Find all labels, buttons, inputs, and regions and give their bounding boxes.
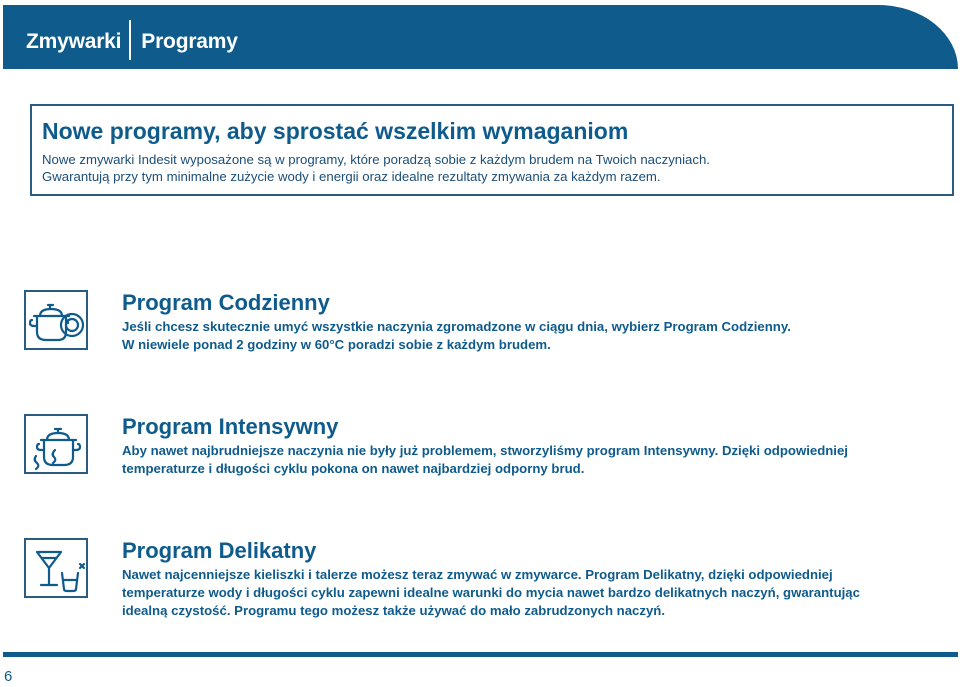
page-number: 6	[4, 668, 13, 685]
header-text	[26, 22, 238, 62]
header-title: Programy	[141, 30, 238, 53]
program-line: temperaturze i długości cyklu pokona on nawet najbardziej odporny brud.	[122, 461, 585, 476]
intro-box	[30, 104, 954, 196]
program-line: temperaturze wody i długości cyklu zapewni idealne warunki do mycia nawet bardzo delikatnych naczyń, gwarantując	[122, 585, 860, 600]
intro-title: Nowe programy, aby sprostać wszelkim wymaganiom	[42, 118, 629, 144]
program-title: Program Intensywny	[122, 414, 339, 439]
pot-intensive-icon	[24, 414, 88, 474]
header-section: Zmywarki	[26, 30, 122, 53]
program-line: Aby nawet najbrudniejsze naczynia nie były już problemem, stworzyliśmy program Intensywny. Dzięki odpowiedniej	[122, 443, 848, 458]
program-line: Jeśli chcesz skutecznie umyć wszystkie naczynia zgromadzone w ciągu dnia, wybierz Program Codzienny.	[122, 319, 791, 334]
program-line: idealną czystość. Programu tego możesz także używać do mało zabrudzonych naczyń.	[122, 603, 666, 618]
pot-and-plate-icon	[24, 290, 88, 350]
glass-delicate-icon	[24, 538, 88, 598]
footer-rule	[3, 652, 958, 657]
program-line: Nawet najcenniejsze kieliszki i talerze możesz teraz zmywać w zmywarce. Program Delikatny, dzięki odpowiedniej	[122, 567, 833, 582]
program-title: Program Codzienny	[122, 290, 330, 315]
intro-line: Nowe zmywarki Indesit wyposażone są w programy, które poradzą sobie z każdym brudem na Twoich naczyniach.	[42, 152, 710, 167]
program-title: Program Delikatny	[122, 538, 317, 563]
page-header	[0, 0, 960, 72]
intro-line: Gwarantują przy tym minimalne zużycie wody i energii oraz idealne rezultaty zmywania za każdym razem.	[42, 169, 661, 184]
program-line: W niewiele ponad 2 godziny w 60°C poradzi sobie z każdym brudem.	[122, 337, 551, 352]
header-divider	[129, 20, 131, 60]
